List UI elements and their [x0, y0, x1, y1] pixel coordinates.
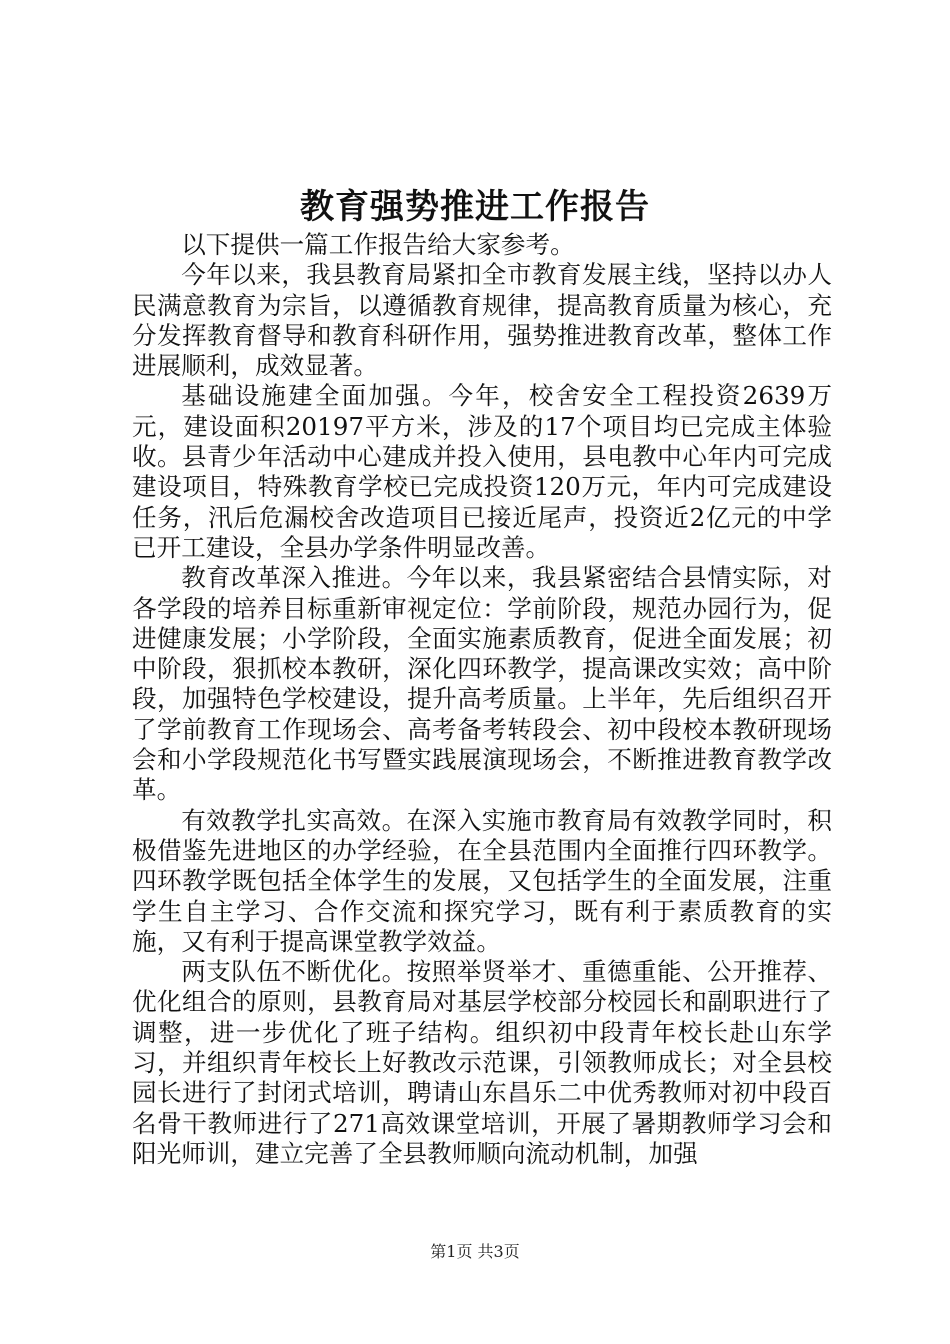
paragraph-intro: 以下提供一篇工作报告给大家参考。 [181, 230, 575, 259]
paragraph-effective-teaching: 有效教学扎实高效。在深入实施市教育局有效教学同时，积极借鉴先进地区的办学经验，在全县范围内全面推行四环教学。四环教学既包括全体学生的发展，又包括学生的全面发展，注重学生自主学习、合作交流和探究学习，既有利于素质教育的实施，又有利于提高课堂教学效益。 [132, 805, 832, 956]
document-title: 教育强势推进工作报告 [300, 187, 650, 227]
paragraph-teams: 两支队伍不断优化。按照举贤举才、重德重能、公开推荐、优化组合的原则，县教育局对基层学校部分校园长和副职进行了调整，进一步优化了班子结构。组织初中段青年校长赴山东学习，并组织青年校长上好教改示范课，引领教师成长；对全县校园长进行了封闭式培训，聘请山东昌乐二中优秀教师对初中段百名骨干教师进行了271高效课堂培训，开展了暑期教师学习会和阳光师训，建立完善了全县教师顺向流动机制，加强 [132, 957, 832, 1168]
paragraph-infrastructure: 基础设施建全面加强。今年，校舍安全工程投资2639万元，建设面积20197平方米，涉及的17个项目均已完成主体验收。县青少年活动中心建成并投入使用，县电教中心年内可完成建设项目，特殊教育学校已完成投资120万元，年内可完成建设任务，汛后危漏校舍改造项目已接近尾声，投资近2亿元的中学已开工建设，全县办学条件明显改善。 [132, 381, 832, 562]
paragraph-overview: 今年以来，我县教育局紧扣全市教育发展主线，坚持以办人民满意教育为宗旨，以遵循教育规律，提高教育质量为核心，充分发挥教育督导和教育科研作用，强势推进教育改革，整体工作进展顺利，成效显著。 [132, 260, 832, 381]
document-body [132, 230, 832, 1169]
paragraph-reform: 教育改革深入推进。今年以来，我县紧密结合县情实际，对各学段的培养目标重新审视定位：学前阶段，规范办园行为，促进健康发展；小学阶段，全面实施素质教育，促进全面发展；初中阶段，狠抓校本教研，深化四环教学，提高课改实效；高中阶段，加强特色学校建设，提升高考质量。上半年，先后组织召开了学前教育工作现场会、高考备考转段会、初中段校本教研现场会和小学段规范化书写暨实践展演现场会，不断推进教育教学改革。 [132, 563, 832, 805]
page-footer: 第1页 共3页 [430, 1242, 520, 1261]
